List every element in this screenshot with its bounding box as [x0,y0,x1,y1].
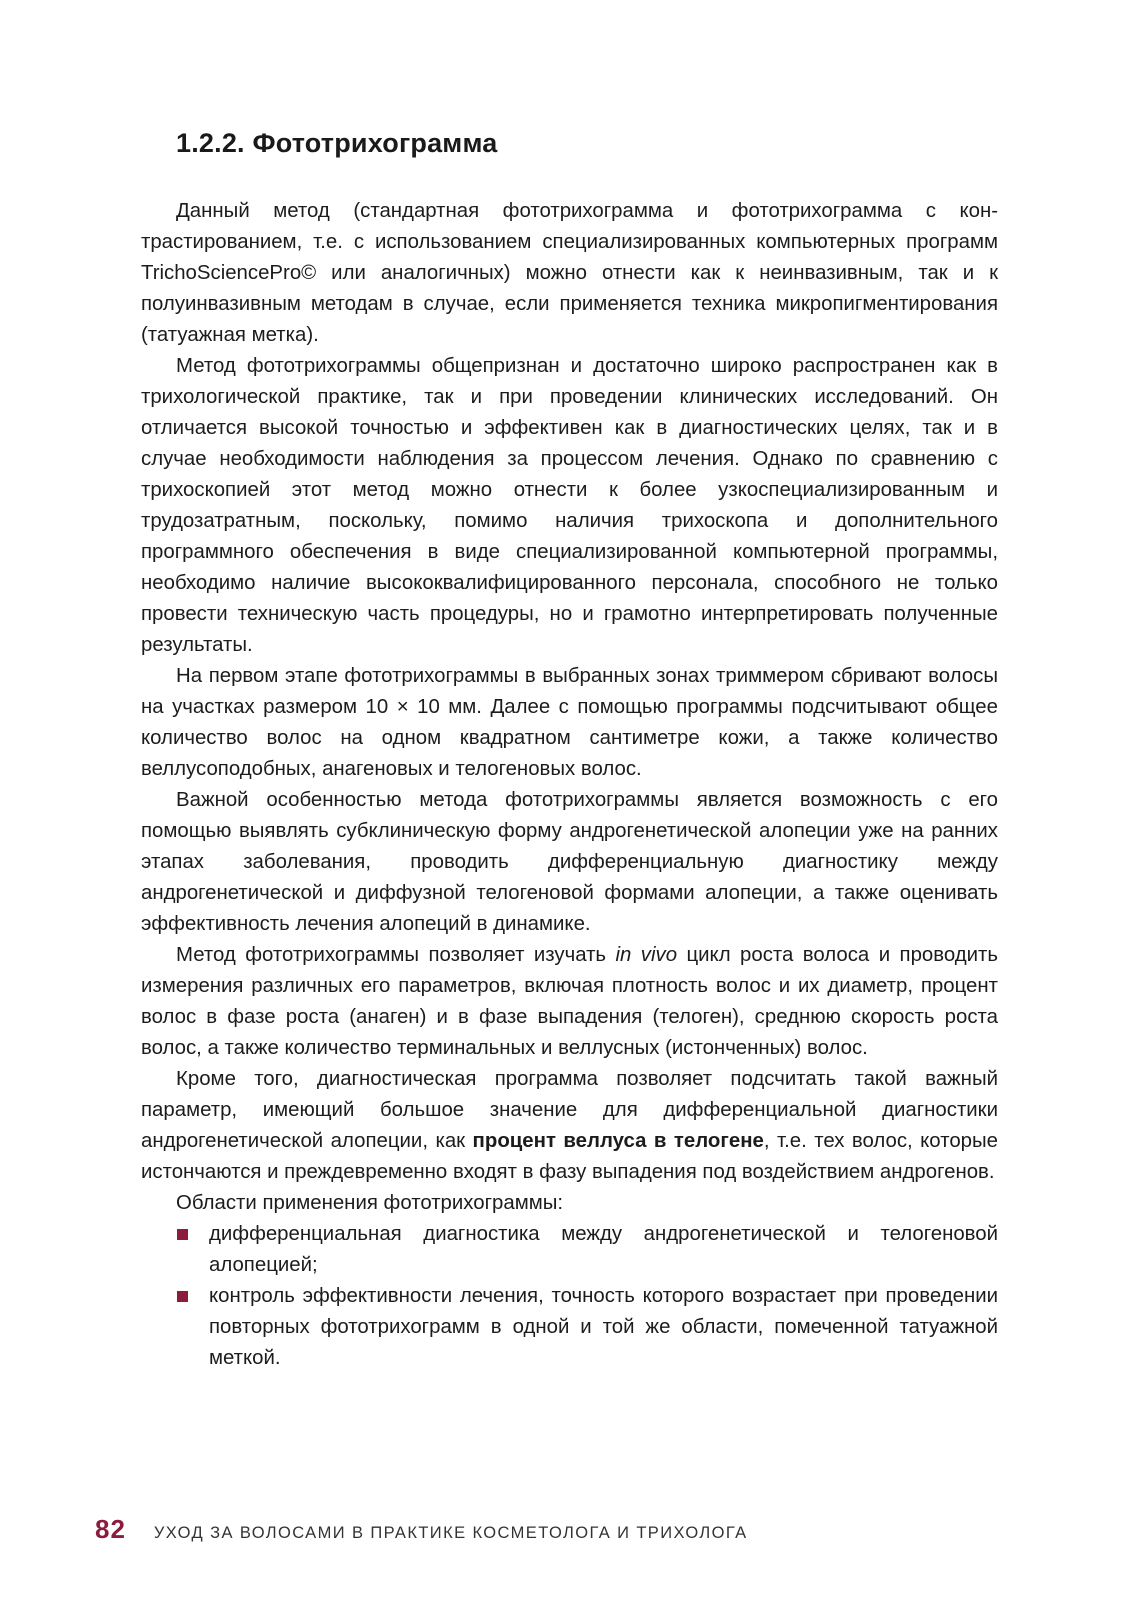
paragraph [141,1064,998,1188]
list-item-text: дифференциальная диагностика между андрогенетической и телогеновой алопецией; [209,1223,998,1276]
paragraph-text: , т.е. тех волос, которые истончаются и преждевременно входят в фазу выпадения под воздействием андрогенов. [141,1130,998,1183]
paragraph: Метод фототрихограммы общепризнан и достаточно широко распространен как в трихологической практике, так и при проведении клинических исследований. Он отличается высокой точностью и эффективен как в диагностических целях, так и в случае необходимости наблюдения за процессом лечения. Однако по сравнению с трихоскопией этот метод можно отнести к более узкоспециализированным и трудозатратным, поскольку, помимо наличия трихоскопа и дополнительного программного обеспечения в виде специализированной компьютерной программы, необходимо наличие высококвалифицированного персонала, способного не только провести техническую часть процедуры, но и грамотно интерпретировать полученные результаты. [141,355,998,656]
paragraph-text: Кроме того, диагностическая программа позволяет подсчитать такой важный параметр, имеющий большое значение для дифференциальной диагностики андрогенетической алопеции, как [141,1068,998,1152]
list-intro: Области применения фототрихограммы: [176,1192,564,1214]
italic-term: in vivo [615,944,678,966]
bold-term: процент веллуса в телогене [472,1130,764,1152]
paragraph: Важной особенностью метода фототрихограммы является возможность с его помощью выявлять субклиническую форму андрогенетической алопеции уже на ранних этапах заболевания, проводить дифференциальную диагностику между андрогенетической и диффузной телогеновой формами алопеции, а также оценивать эффективность лечения алопеций в динамике. [141,789,998,935]
list-item [141,1281,998,1374]
page-number: 82 [95,1514,126,1544]
square-bullet-icon [177,1229,188,1240]
paragraph: На первом этапе фототрихограммы в выбранных зонах триммером сбривают волосы на участках размером 10 × 10 мм. Далее с помощью программы подсчитывают общее количество волос на одном квадратном сантиметре кожи, а также количество веллусоподобных, анагеновых и телогеновых волос. [141,665,998,780]
square-bullet-icon [177,1291,188,1302]
running-title: УХОД ЗА ВОЛОСАМИ В ПРАКТИКЕ КОСМЕТОЛОГА И ТРИХОЛОГА [153,1524,748,1542]
paragraph [141,940,998,1064]
list-item [141,1219,998,1281]
paragraph: Данный метод (стандартная фототрихограмма и фототрихограмма с контрастированием, т.е. с использованием специализированных компьютерных программ TrichoSciencePro© или аналогичных) можно отнести как к неинвазивным, так и к полуинвазивным методам в случае, если применяется техника микропигментирования (татуажная метка). [141,200,998,346]
list-item-text: контроль эффективности лечения, точность которого возрастает при проведении повторных фототрихограмм в одной и той же области, помеченной татуажной меткой. [209,1285,998,1369]
section-title: 1.2.2. Фототрихограмма [176,128,498,158]
paragraph-text: Метод фототрихограммы позволяет изучать [176,944,616,966]
bullet-list [141,1219,998,1374]
body-text [141,196,998,1374]
page-footer [95,1514,747,1545]
paragraph-text: цикл роста волоса и проводить измерения различных его параметров, включая плотность волос и их диаметр, процент волос в фазе роста (анаген) и в фазе выпадения (телоген), среднюю скорость роста волос, а также количество терминальных и веллусных (истонченных) волос. [141,944,998,1059]
